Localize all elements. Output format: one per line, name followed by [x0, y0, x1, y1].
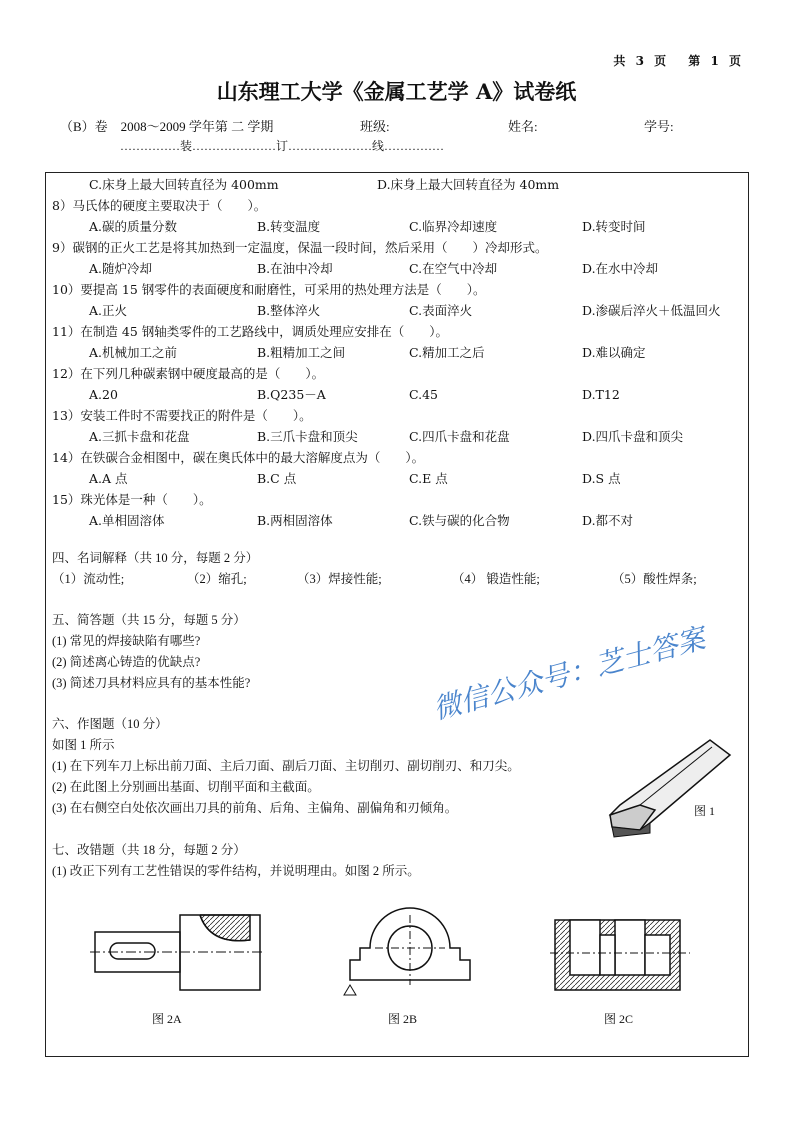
option-row [52, 301, 742, 321]
class-label: 班级: [360, 119, 390, 134]
question-text: 11）在制造 45 钢轴类零件的工艺路线中，调质处理应安排在（ ）。 [52, 324, 449, 339]
option: C.床身上最大回转直径为 400mm [89, 177, 279, 192]
option: D.在水中冷却 [582, 261, 659, 276]
option-row [52, 343, 742, 363]
option: B.Q235－A [257, 387, 326, 402]
drawing-task: (1) 在下列车刀上标出前刀面、主后刀面、副后刀面、主切削刃、副切削刃、和刀尖。 [52, 759, 520, 773]
option-row [52, 427, 742, 447]
question-text: 9）碳钢的正火工艺是将其加热到一定温度，保温一段时间，然后采用（ ）冷却形式。 [52, 240, 548, 255]
section4-title: 四、名词解释（共 10 分，每题 2 分） [52, 551, 259, 565]
option-row [52, 385, 742, 405]
name-label: 姓名: [508, 119, 538, 134]
question-text: 8）马氏体的硬度主要取决于（ ）。 [52, 198, 267, 213]
option: C.45 [409, 387, 438, 402]
correction-task: (1) 改正下列有工艺性错误的零件结构，并说明理由。如图 2 所示。 [52, 864, 420, 878]
section5-title: 五、简答题（共 15 分，每题 5 分） [52, 613, 246, 627]
question-text: 10）要提高 15 钢零件的表面硬度和耐磨性，可采用的热处理方法是（ ）。 [52, 282, 486, 297]
option: D.T12 [582, 387, 620, 402]
section4-items [52, 569, 742, 589]
drawing-task: (2) 在此图上分别画出基面、切削平面和主截面。 [52, 780, 320, 794]
option: C.临界冷却速度 [409, 219, 498, 234]
section7-title: 七、改错题（共 18 分，每题 2 分） [52, 843, 246, 857]
section6-intro: 如图 1 所示 [52, 738, 115, 752]
page-info: 共 3 页 第 1 页 [613, 54, 741, 68]
option-row [52, 217, 742, 237]
term-item: （1）流动性; [52, 572, 125, 586]
term-item: （2）缩孔; [187, 572, 247, 586]
option: B.整体淬火 [257, 303, 321, 318]
short-question: (2) 简述离心铸造的优缺点? [52, 655, 201, 669]
option: C.表面淬火 [409, 303, 473, 318]
term-item: （5）酸性焊条; [612, 572, 697, 586]
option: B.在油中冷却 [257, 261, 333, 276]
option-row [52, 469, 742, 489]
option: D.转变时间 [582, 219, 646, 234]
drawing-task: (3) 在右侧空白处依次画出刀具的前角、后角、主偏角、副偏角和刃倾角。 [52, 801, 458, 815]
id-label: 学号: [644, 119, 674, 134]
option: A.碳的质量分数 [89, 219, 178, 234]
question-text: 15）珠光体是一种（ ）。 [52, 492, 212, 507]
figure-2a-shaft [90, 910, 265, 1000]
question-text: 12）在下列几种碳素钢中硬度最高的是（ ）。 [52, 366, 325, 381]
section6-title: 六、作图题（10 分） [52, 717, 168, 731]
option: B.粗精加工之间 [257, 345, 346, 360]
figure-2b-bearing-block [340, 900, 480, 1000]
option: A.单相固溶体 [89, 513, 165, 528]
option: A.20 [89, 387, 118, 402]
option: B.两相固溶体 [257, 513, 333, 528]
paper-info: （B）卷 2008～2009 学年第 二 学期 [60, 119, 274, 134]
question-text: 14）在铁碳合金相图中，碳在奥氏体中的最大溶解度点为（ ）。 [52, 450, 425, 465]
option: B.C 点 [257, 471, 297, 486]
question-text: 13）安装工件时不需要找正的附件是（ ）。 [52, 408, 312, 423]
option: B.三爪卡盘和顶尖 [257, 429, 358, 444]
term-item: （3）焊接性能; [297, 572, 382, 586]
short-question: (1) 常见的焊接缺陷有哪些? [52, 634, 201, 648]
option: C.E 点 [409, 471, 448, 486]
watermark: 微信公众号：芝士答案 [429, 621, 709, 726]
option: A.三抓卡盘和花盘 [89, 429, 190, 444]
short-question: (3) 简述刀具材料应具有的基本性能? [52, 676, 251, 690]
figure-1-caption: 图 1 [694, 804, 716, 818]
option: C.在空气中冷却 [409, 261, 498, 276]
figure-1-turning-tool [600, 735, 740, 845]
option: D.四爪卡盘和顶尖 [582, 429, 684, 444]
option: D.都不对 [582, 513, 634, 528]
term-item: （4） 锻造性能; [452, 572, 540, 586]
option-row [52, 259, 742, 279]
figure-2b-caption: 图 2B [388, 1012, 418, 1026]
option: C.铁与碳的化合物 [409, 513, 510, 528]
figure-2c-part-section [550, 915, 690, 1000]
option: A.A 点 [89, 471, 128, 486]
option: A.随炉冷却 [89, 261, 153, 276]
option: D.难以确定 [582, 345, 646, 360]
option: C.精加工之后 [409, 345, 485, 360]
binding-line: ……………装…………………订…………………线…………… [120, 139, 445, 153]
option: B.转变温度 [257, 219, 321, 234]
figure-2c-caption: 图 2C [604, 1012, 634, 1026]
option: D.床身上最大回转直径为 40mm [377, 177, 560, 192]
option: D.渗碳后淬火＋低温回火 [582, 303, 721, 318]
option: D.S 点 [582, 471, 621, 486]
option: C.四爪卡盘和花盘 [409, 429, 510, 444]
option: A.正火 [89, 303, 128, 318]
option-row [52, 175, 742, 195]
option: A.机械加工之前 [89, 345, 178, 360]
page-title: 山东理工大学《金属工艺学 A》试卷纸 [216, 79, 577, 104]
figure-2a-caption: 图 2A [152, 1012, 182, 1026]
option-row [52, 511, 742, 531]
